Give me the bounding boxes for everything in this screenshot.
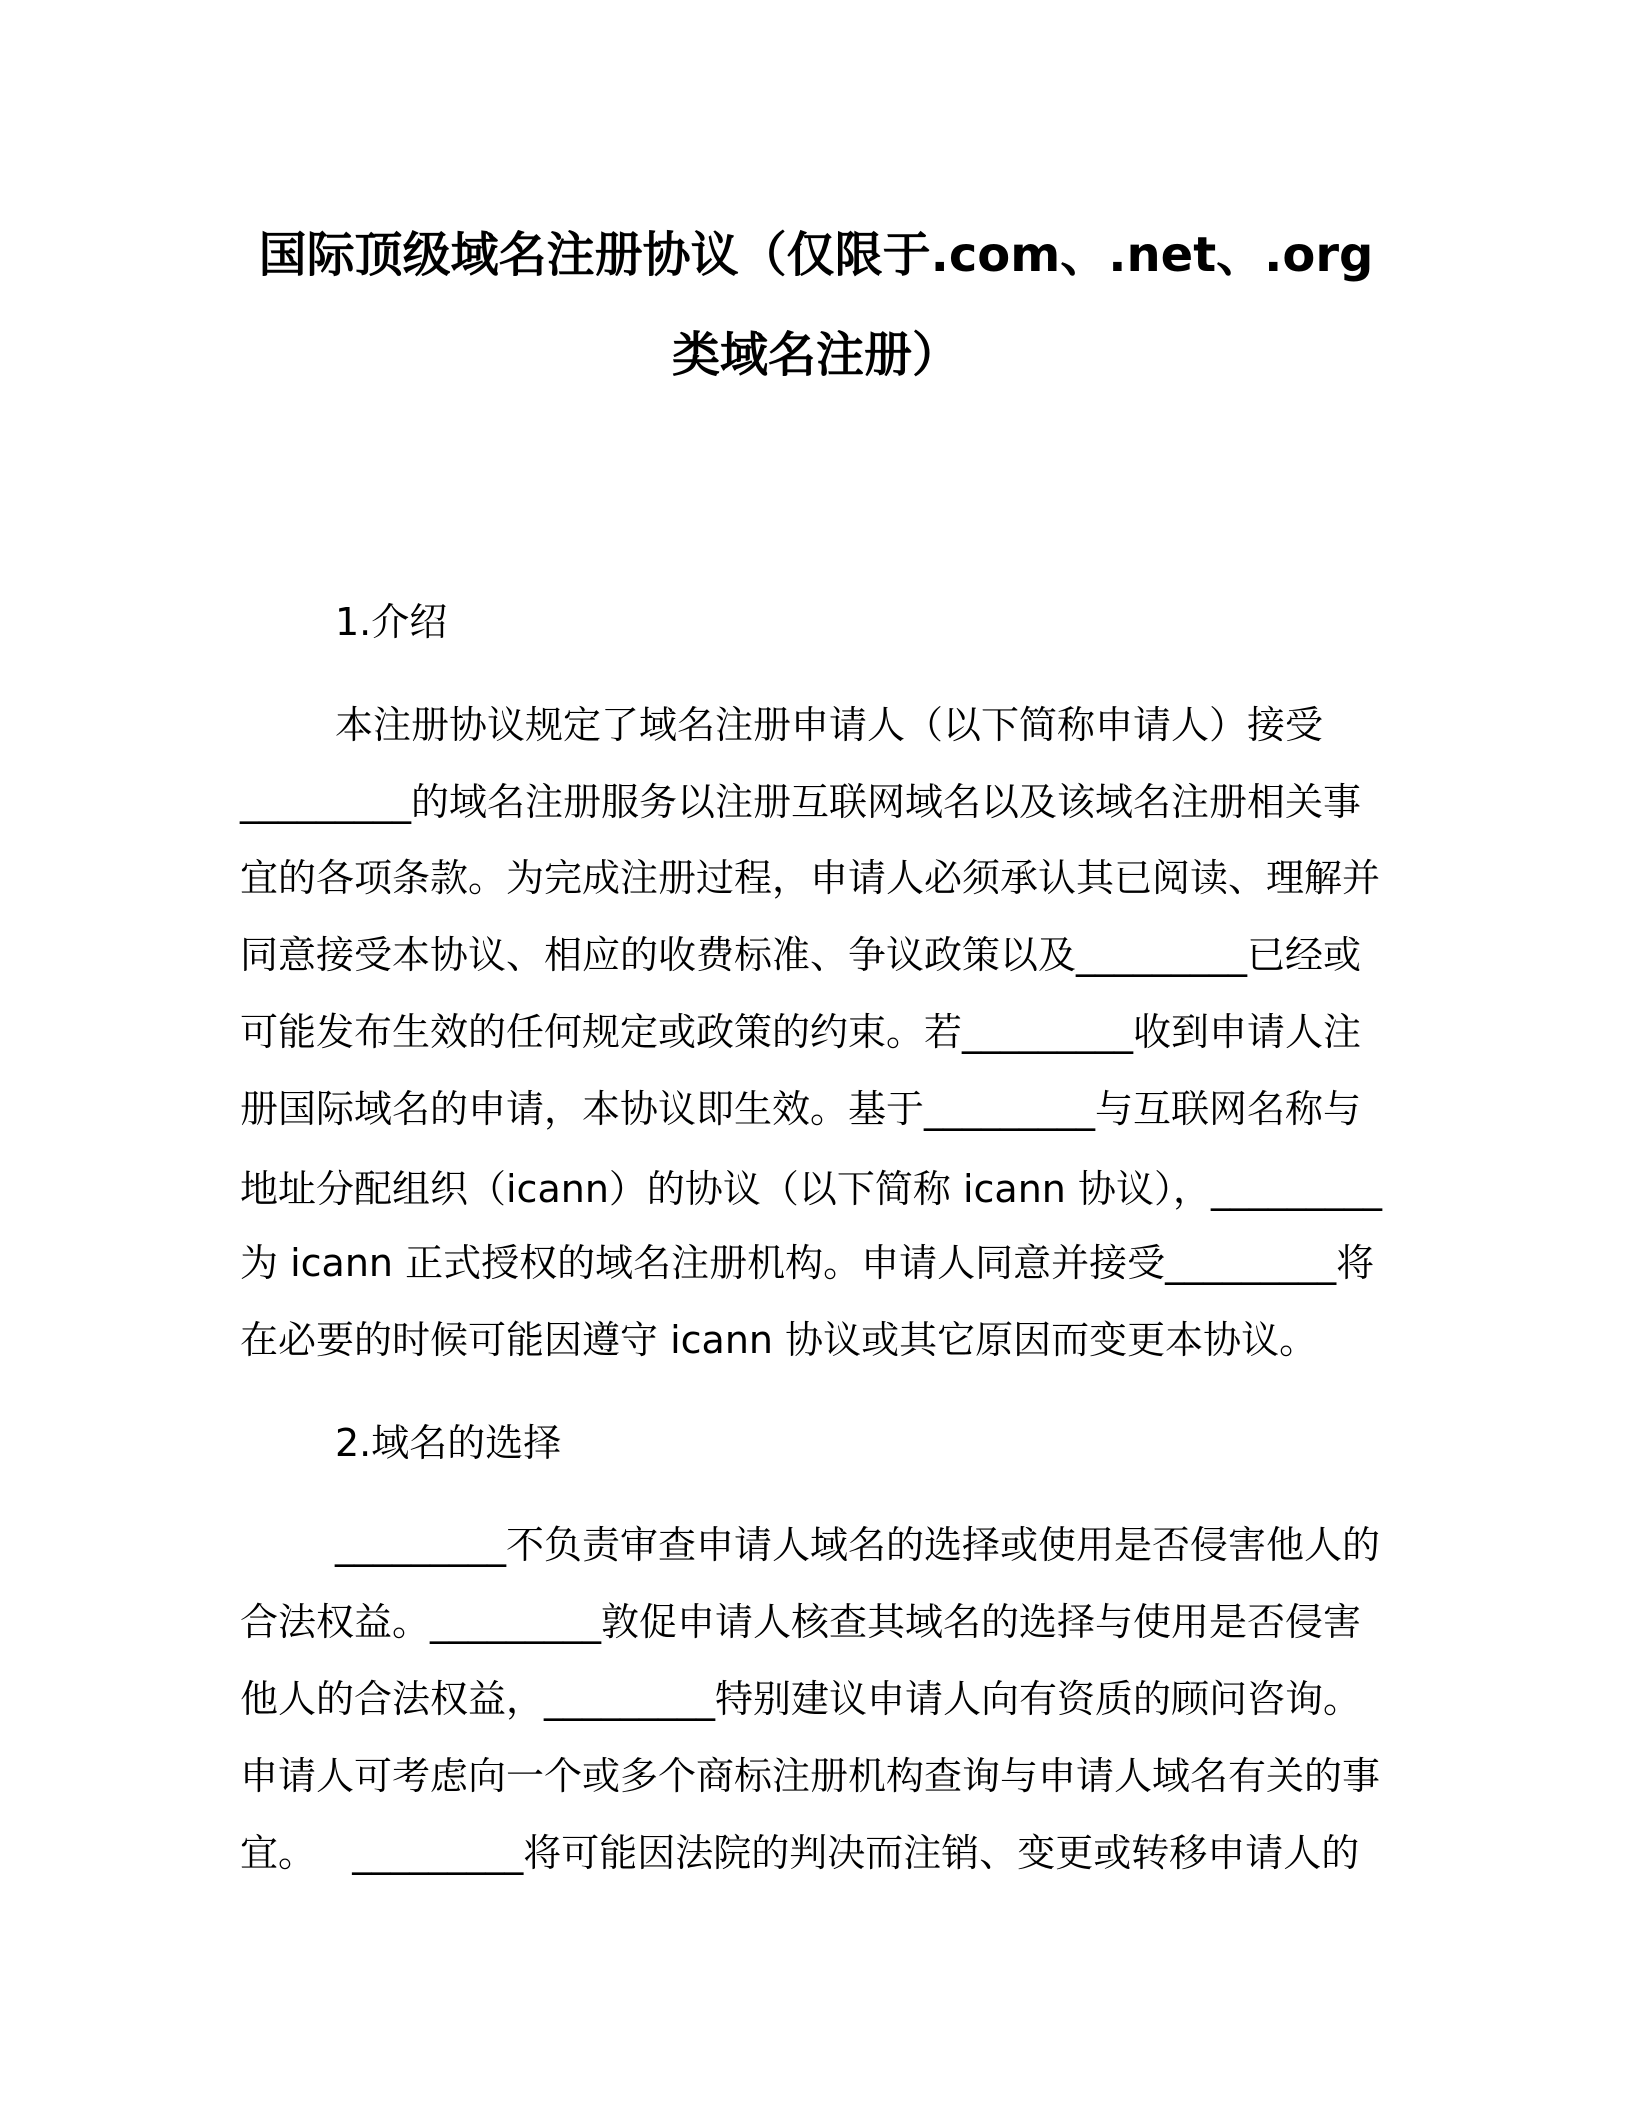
- paragraph-line: 地址分配组织（icann）的协议（以下简称 icann 协议），_________: [240, 1167, 1382, 1211]
- paragraph-line: 申请人可考虑向一个或多个商标注册机构查询与申请人域名有关的事: [240, 1754, 1381, 1798]
- document-title: 国际顶级域名注册协议（仅限于.com、.net、.org 类域名注册）: [258, 227, 1374, 383]
- paragraph-line: 合法权益。_________敦促申请人核查其域名的选择与使用是否侵害: [240, 1600, 1362, 1644]
- paragraph-line: 为 icann 正式授权的域名注册机构。申请人同意并接受_________将: [240, 1241, 1375, 1285]
- paragraph-line: _________的域名注册服务以注册互联网域名以及该域名注册相关事: [240, 780, 1362, 824]
- paragraph-line: 他人的合法权益，_________特别建议申请人向有资质的顾问咨询。: [240, 1677, 1362, 1721]
- section-heading-domain-selection: 2.域名的选择: [335, 1421, 562, 1465]
- paragraph-line: _________不负责审查申请人域名的选择或使用是否侵害他人的: [335, 1523, 1381, 1567]
- paragraph-line: 本注册协议规定了域名注册申请人（以下简称申请人）接受: [335, 703, 1324, 747]
- section-heading-introduction: 1.介绍: [335, 600, 448, 644]
- paragraph-line: 同意接受本协议、相应的收费标准、争议政策以及_________已经或: [240, 933, 1362, 977]
- paragraph-line: 可能发布生效的任何规定或政策的约束。若_________收到申请人注: [240, 1010, 1362, 1054]
- paragraph-line: 宜的各项条款。为完成注册过程，申请人必须承认其已阅读、理解并: [240, 856, 1381, 900]
- paragraph-line: 宜。 _________将可能因法院的判决而注销、变更或转移申请人的: [240, 1831, 1360, 1875]
- paragraph-line: 在必要的时候可能因遵守 icann 协议或其它原因而变更本协议。: [240, 1318, 1318, 1362]
- paragraph-line: 册国际域名的申请，本协议即生效。基于_________与互联网名称与: [240, 1087, 1362, 1131]
